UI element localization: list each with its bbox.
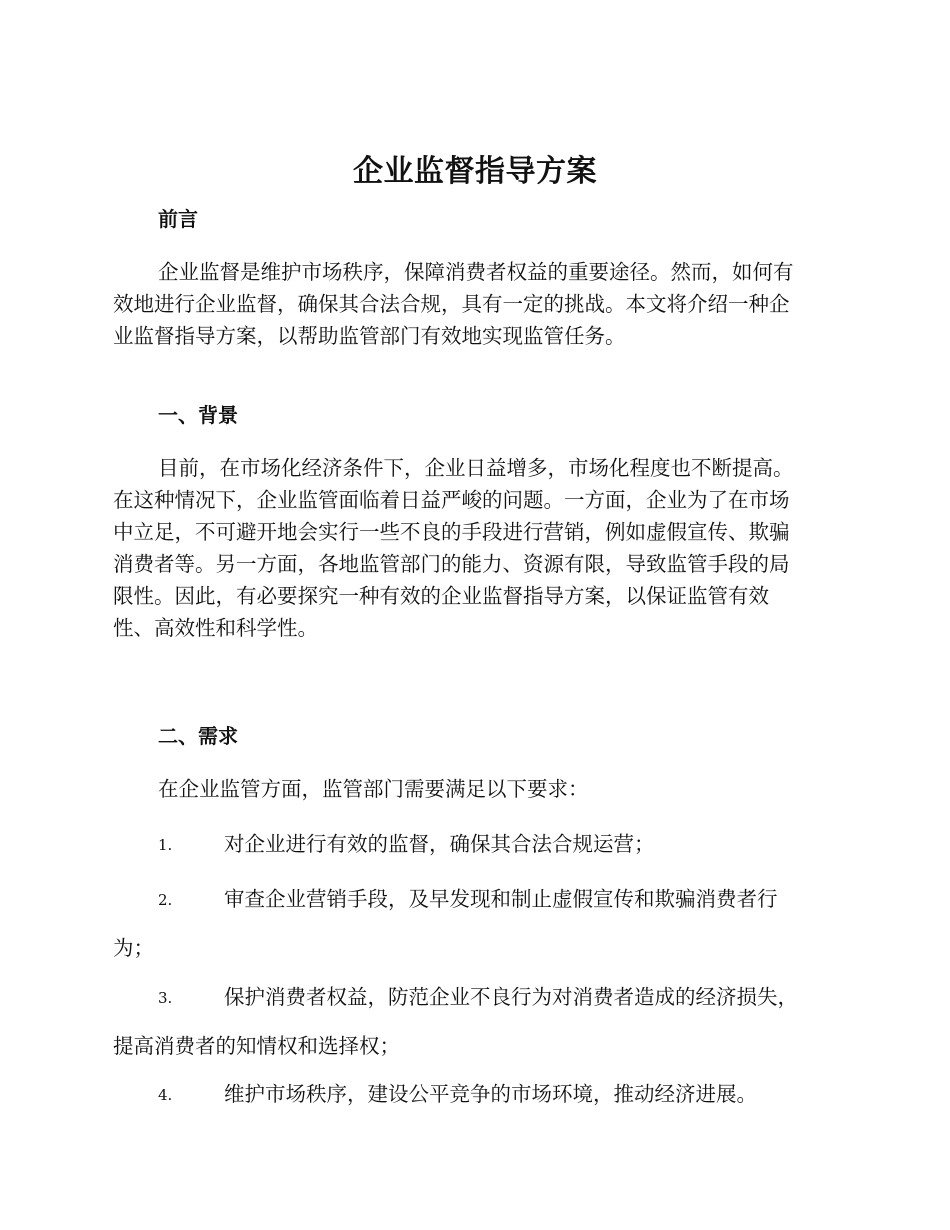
list-item-text: 维护市场秩序，建设公平竞争的市场环境，推动经济进展。 [224,1082,757,1106]
list-item [113,1078,833,1110]
list-item-continuation: 提高消费者的知情权和选择权； [113,1034,400,1058]
preface-line: 业监督指导方案，以帮助监管部门有效地实现监管任务。 [113,324,626,348]
background-line: 目前，在市场化经济条件下，企业日益增多，市场化程度也不断提高。 [158,456,794,480]
preface-line: 企业监督是维护市场秩序，保障消费者权益的重要途径。然而，如何有 [158,260,794,284]
list-item-continuation: 为； [113,936,154,960]
requirements-intro [113,773,833,805]
list-item [113,981,833,1062]
list-item [113,883,833,964]
background-line: 中立足，不可避开地会实行一些不良的手段进行营销，例如虚假宣传、欺骗 [113,520,790,544]
list-item-number: 2. [158,891,173,909]
requirements-heading: 二、需求 [158,724,238,748]
list-item-text: 对企业进行有效的监督，确保其合法合规运营； [224,832,655,856]
background-line: 在这种情况下，企业监管面临着日益严峻的问题。一方面，企业为了在市场 [113,488,790,512]
list-item-text: 保护消费者权益，防范企业不良行为对消费者造成的经济损失， [224,985,798,1009]
background-paragraph [113,452,833,644]
list-item-text: 审查企业营销手段，及早发现和制止虚假宣传和欺骗消费者行 [224,887,778,911]
requirements-intro-text: 在企业监管方面，监管部门需要满足以下要求： [158,777,589,801]
list-item-number: 4. [158,1086,173,1104]
preface-paragraph [113,256,833,352]
background-line: 性、高效性和科学性。 [113,616,318,640]
background-line: 限性。因此，有必要探究一种有效的企业监督指导方案，以保证监管有效 [113,584,769,608]
preface-line: 效地进行企业监督，确保其合法合规，具有一定的挑战。本文将介绍一种企 [113,292,790,316]
preface-heading: 前言 [158,207,198,231]
background-heading: 一、背景 [158,403,238,427]
background-line: 消费者等。另一方面，各地监管部门的能力、资源有限，导致监管手段的局 [113,552,790,576]
document-title: 企业监督指导方案 [353,154,597,189]
list-item [113,828,833,860]
list-item-number: 3. [158,989,173,1007]
list-item-number: 1. [158,836,173,854]
